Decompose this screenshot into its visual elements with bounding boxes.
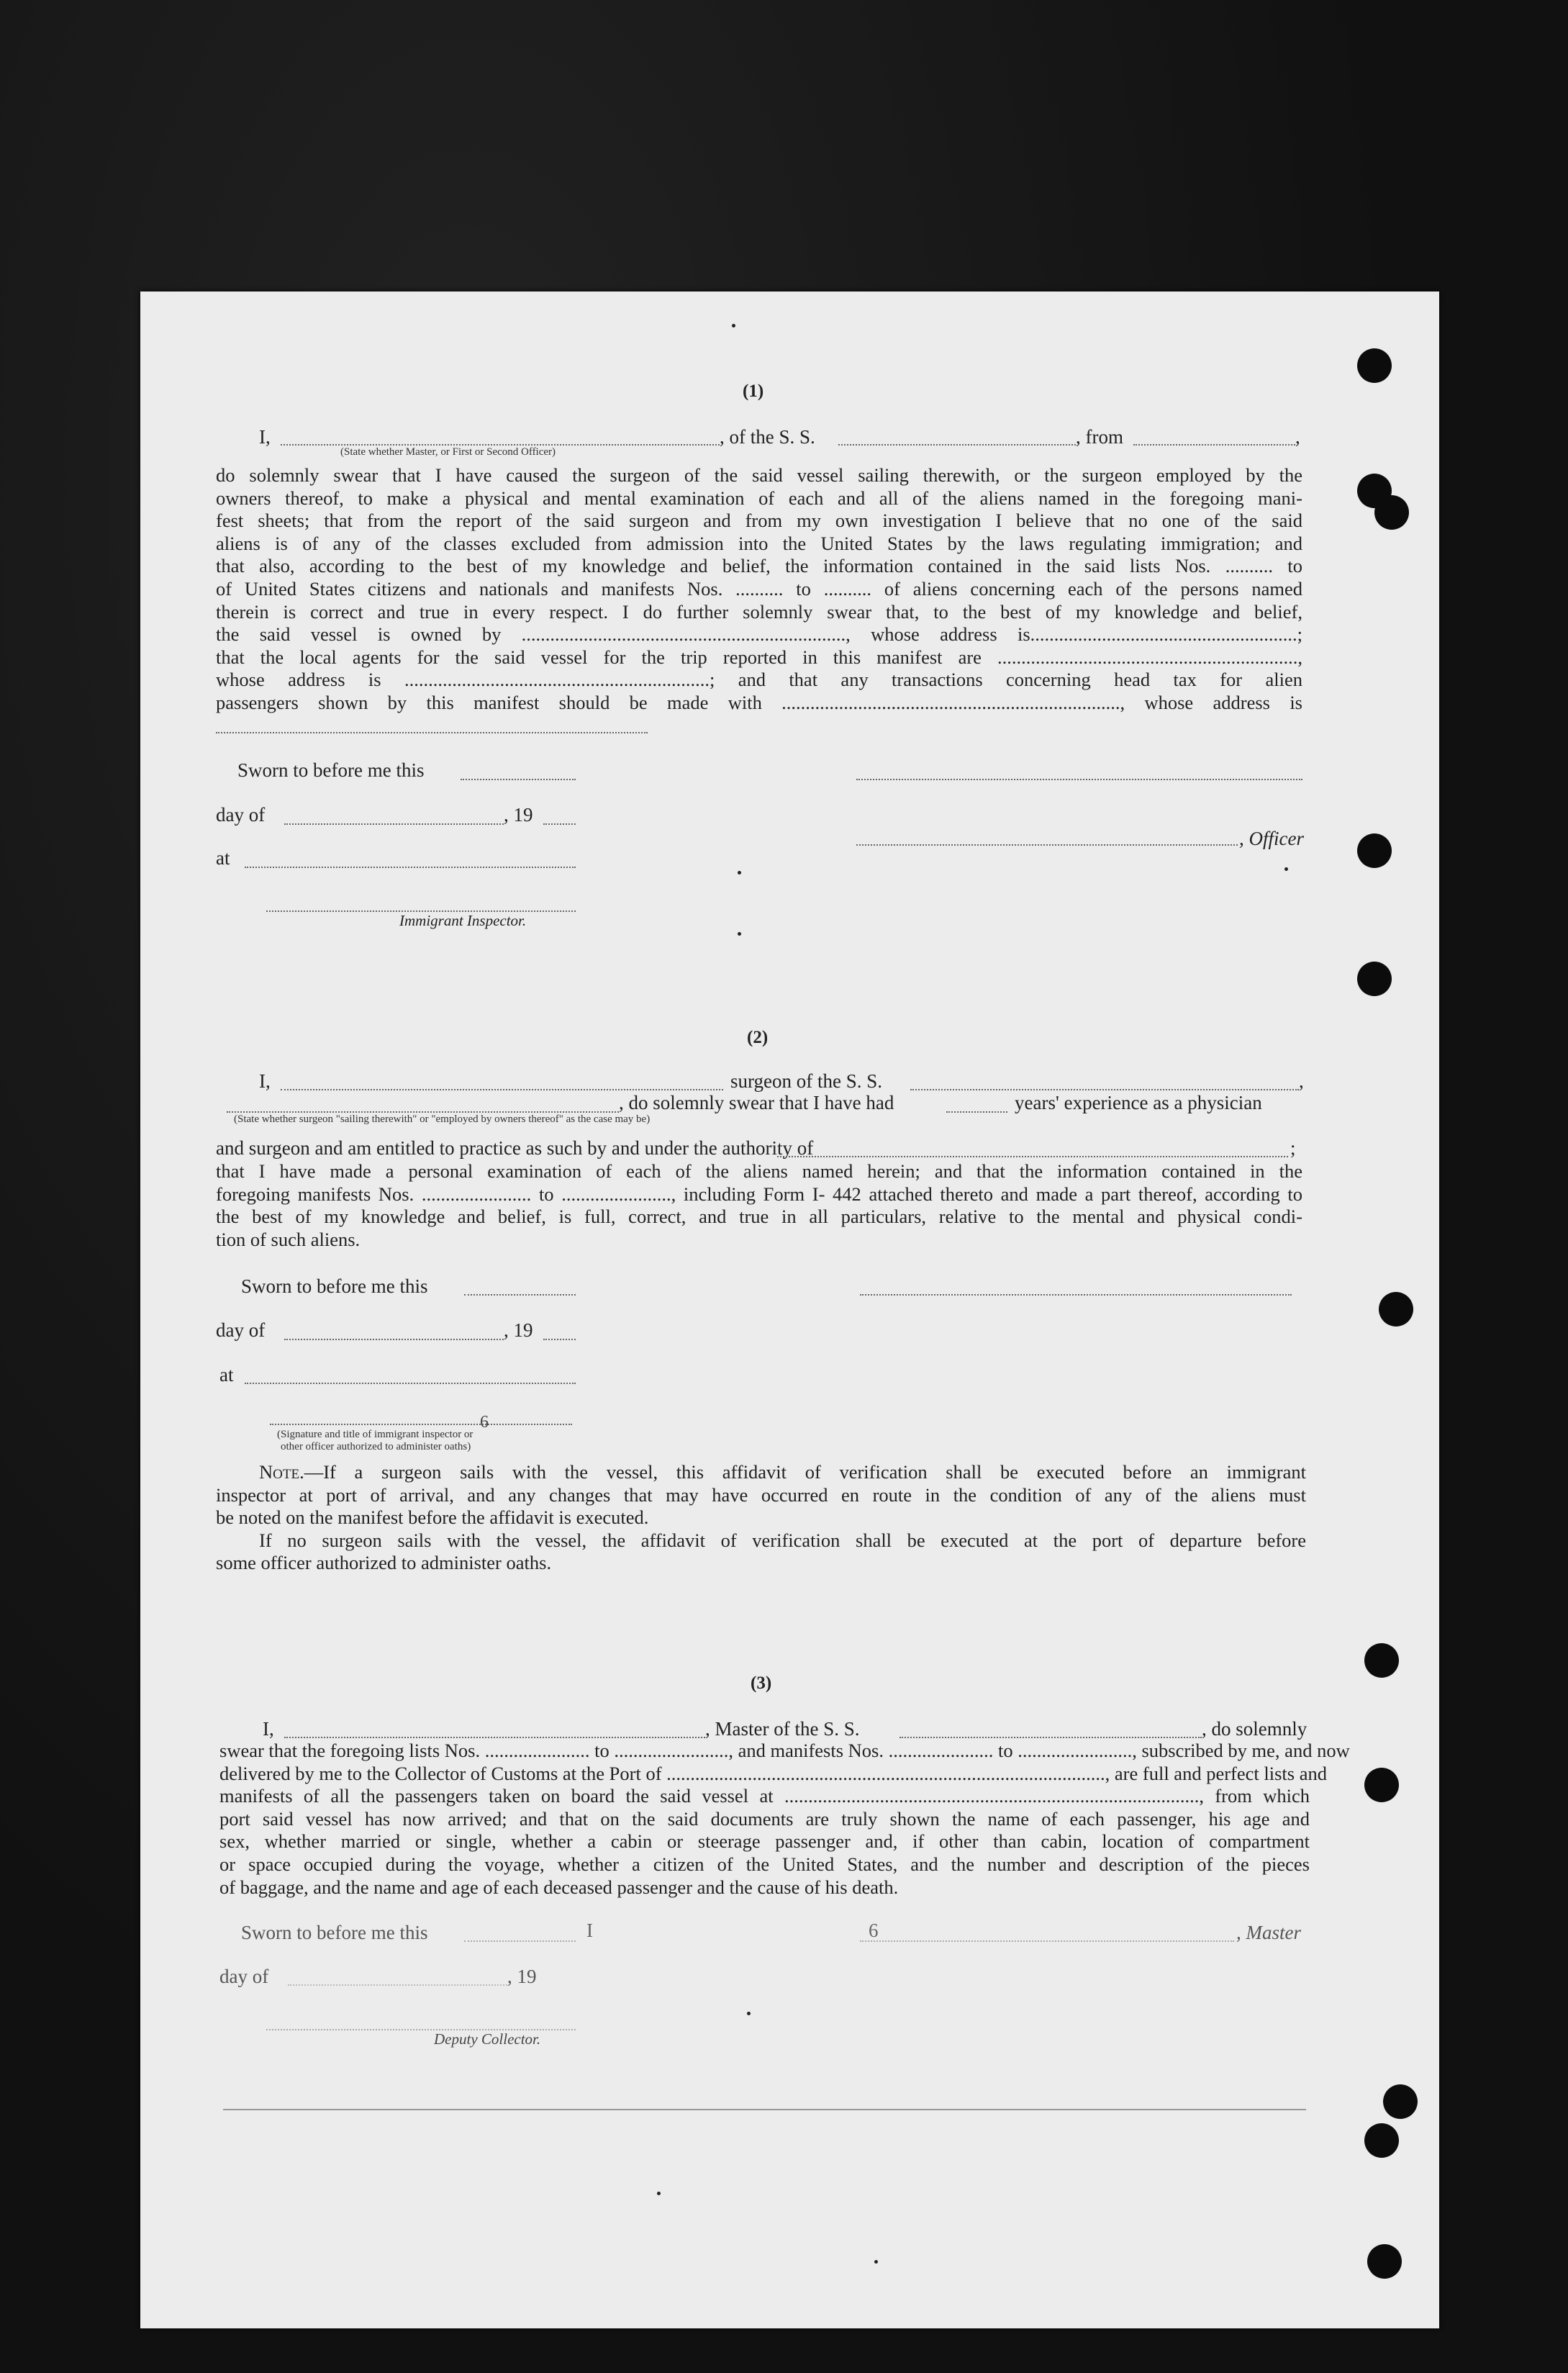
s3-master-label: , Master [1236, 1922, 1301, 1943]
punch-hole [1379, 1292, 1413, 1326]
speck [747, 2012, 751, 2015]
speck [874, 2260, 878, 2264]
s1-line: therein is correct and true in every respect. I do further solemnly swear that, to the best of my knowledge and belief, [216, 600, 1302, 623]
s2-note2-line: some officer authorized to administer oaths. [216, 1552, 552, 1574]
s3-line: swear that the foregoing lists Nos. ...................... to ........................, and manifests Nos. ...................... to ........................, subscribed by me, and now [219, 1740, 1350, 1761]
s2-authority-label: and surgeon and am entitled to practice as such by and under the authority of [216, 1137, 814, 1159]
s2-oath-paragraph [216, 1160, 1302, 1251]
s2-note-line: be noted on the manifest before the affidavit is executed. [216, 1506, 649, 1529]
punch-hole [1383, 2084, 1418, 2119]
s2-inspector-signature-field[interactable] [270, 1424, 572, 1425]
s2-sworn-day-field[interactable] [464, 1294, 576, 1296]
s3-line: manifests of all the passengers taken on board the said vessel at ......................................................................................., from which [219, 1785, 1310, 1807]
s1-line: whose address is ................................................................; and that any transactions concerning head tax for alien [216, 669, 1302, 691]
punch-hole [1364, 2123, 1399, 2158]
s1-i-label: I, [259, 426, 271, 448]
s1-day-of-label: day of [216, 804, 266, 826]
s2-line: foregoing manifests Nos. ....................... to ......................., including Form I- 442 attached thereto and made a part thereof, according to [216, 1183, 1302, 1205]
speck [738, 932, 741, 936]
s3-sworn-day-field[interactable] [464, 1940, 576, 1942]
s3-solemnly-label: , do solemnly [1202, 1718, 1308, 1740]
s3-signature-field[interactable] [860, 1940, 1234, 1942]
s2-swear-label: , do solemnly swear that I have had [619, 1092, 894, 1113]
s3-year-label: , 19 [507, 1966, 537, 1987]
s2-surgeon-of-label: surgeon of the S. S. [730, 1070, 883, 1092]
punch-hole [1367, 2244, 1402, 2279]
punch-hole [1357, 833, 1392, 868]
s1-signature-field[interactable] [856, 779, 1302, 780]
s2-at-label: at [219, 1364, 234, 1386]
bottom-rule [223, 2109, 1306, 2110]
s1-line: that also, according to the best of my knowledge and belief, the information contained in the said lists Nos. .......... to [216, 555, 1302, 577]
s2-month-field[interactable] [284, 1339, 504, 1340]
s1-officer-title-field[interactable] [856, 844, 1238, 846]
s1-comma: , [1295, 426, 1300, 448]
s2-year-label: , 19 [504, 1319, 533, 1341]
s1-line: aliens is of any of the classes excluded from admission into the United States by the laws regulating immigration; and [216, 532, 1302, 554]
s1-of-the-ss-label: , of the S. S. [720, 426, 815, 448]
s2-comma: , [1299, 1070, 1304, 1092]
s3-sworn-label: Sworn to before me this [241, 1922, 428, 1943]
s2-at-place-field[interactable] [245, 1383, 576, 1384]
s3-line: port said vessel has now arrived; and that on the said documents are truly shown the name of each passenger, his age and [219, 1807, 1310, 1830]
s1-address-continuation-field[interactable] [216, 732, 648, 733]
s2-vessel-field[interactable] [910, 1089, 1299, 1090]
s3-master-of-label: , Master of the S. S. [705, 1718, 860, 1740]
s1-year-field[interactable] [543, 823, 576, 825]
section-1-number: (1) [743, 381, 764, 401]
s2-semicolon: ; [1290, 1137, 1296, 1159]
stray-mark: I [586, 1920, 593, 1941]
punch-hole [1374, 495, 1409, 530]
punch-hole [1357, 962, 1392, 996]
section-3-number: (3) [751, 1673, 772, 1693]
s3-month-field[interactable] [288, 1984, 507, 1986]
s1-vessel-name-field[interactable] [838, 444, 1076, 446]
speck [1284, 867, 1288, 871]
s1-sworn-day-field[interactable] [461, 779, 576, 780]
s1-officer-label: , Officer [1239, 828, 1304, 849]
s1-year-label: , 19 [504, 804, 533, 826]
s3-oath-paragraph [219, 1740, 1350, 1899]
s3-line: sex, whether married or single, whether a cabin or steerage passenger and, if other than cabin, location of compartment [219, 1830, 1310, 1853]
s2-i-label: I, [259, 1070, 271, 1092]
speck [657, 2192, 661, 2195]
speck [732, 324, 735, 327]
s2-status-field[interactable] [227, 1111, 619, 1113]
s1-line: the said vessel is owned by ...................................................................., whose address is........................................................; [216, 623, 1302, 646]
stray-mark: 6 [869, 1920, 879, 1941]
s1-line: passengers shown by this manifest should be made with ......................................................................., whose address is [216, 691, 1302, 713]
s1-line: that the local agents for the said vessel for the trip reported in this manifest are ..............................................................., [216, 646, 1302, 668]
s2-sworn-label: Sworn to before me this [241, 1275, 428, 1297]
s1-from-label: , from [1076, 426, 1123, 448]
s2-years-label: years' experience as a physician [1015, 1092, 1262, 1113]
s2-state-note: (State whether surgeon "sailing therewith" or "employed by owners thereof" as the case may be) [234, 1113, 651, 1125]
s2-line: tion of such aliens. [216, 1228, 361, 1250]
s2-signature-note-1: (Signature and title of immigrant inspector or [277, 1429, 473, 1440]
s1-officer-name-field[interactable] [281, 444, 720, 446]
s2-authority-field[interactable] [777, 1156, 1288, 1157]
stray-mark: 6 [480, 1413, 489, 1432]
s2-note-line [216, 1461, 1306, 1484]
s1-line: of United States citizens and nationals and manifests Nos. .......... to .......... of aliens concerning each of the persons named [216, 577, 1302, 600]
s2-note-paragraph [216, 1461, 1306, 1575]
s3-name-field[interactable] [284, 1737, 705, 1738]
s2-line: the best of my knowledge and belief, is full, correct, and true in all particulars, relative to the mental and physical condi- [216, 1206, 1302, 1228]
s2-year-field[interactable] [543, 1339, 576, 1340]
s3-vessel-field[interactable] [899, 1737, 1202, 1738]
s1-month-field[interactable] [284, 823, 504, 825]
s3-line: delivered by me to the Collector of Customs at the Port of ............................................................................................, are full and perfect lists and [219, 1762, 1327, 1784]
s1-line: owners thereof, to make a physical and mental examination of each and all of the aliens named in the foregoing mani- [216, 487, 1302, 509]
s2-note-text: —If a surgeon sails with the vessel, this affidavit of verification shall be executed before an immigrant [304, 1461, 1306, 1483]
s2-years-field[interactable] [946, 1111, 1007, 1113]
speck [738, 871, 741, 874]
s3-deputy-label: Deputy Collector. [434, 2030, 541, 2048]
section-2-number: (2) [747, 1028, 769, 1047]
s1-line: fest sheets; that from the report of the said surgeon and from my own investigation I believe that no one of the said [216, 510, 1302, 532]
s1-at-label: at [216, 847, 230, 869]
s3-line: of baggage, and the name and age of each deceased passenger and the cause of his death. [219, 1876, 899, 1898]
punch-hole [1357, 348, 1392, 383]
s3-i-label: I, [263, 1718, 274, 1740]
s1-oath-paragraph [216, 464, 1302, 715]
s2-note2-line: If no surgeon sails with the vessel, the affidavit of verification shall be executed at the port of departure before [259, 1529, 1306, 1551]
s3-day-of-label: day of [219, 1966, 269, 1987]
s1-sworn-label: Sworn to before me this [237, 759, 425, 781]
s1-from-port-field[interactable] [1133, 444, 1295, 446]
s1-role-note: (State whether Master, or First or Second Officer) [340, 446, 556, 458]
s1-at-place-field[interactable] [245, 867, 576, 868]
s2-note-label: Note. [259, 1461, 304, 1483]
s1-line: do solemnly swear that I have caused the surgeon of the said vessel sailing therewith, or the surgeon employed by the [216, 464, 1302, 486]
s2-signature-field[interactable] [860, 1294, 1292, 1296]
punch-hole [1364, 1643, 1399, 1678]
s2-day-of-label: day of [216, 1319, 266, 1341]
manifest-affidavit-page [140, 291, 1439, 2328]
punch-hole [1364, 1768, 1399, 1802]
s1-inspector-label: Immigrant Inspector. [399, 912, 527, 929]
s2-note-line: inspector at port of arrival, and any changes that may have occurred en route in the condition of any of the aliens must [216, 1483, 1306, 1506]
s2-line: that I have made a personal examination of each of the aliens named herein; and that the information contained in the [216, 1160, 1302, 1182]
s2-signature-note-2: other officer authorized to administer oaths) [281, 1441, 471, 1452]
s2-name-field[interactable] [281, 1089, 723, 1090]
s3-line: or space occupied during the voyage, whether a citizen of the United States, and the number and description of the pieces [219, 1853, 1310, 1875]
